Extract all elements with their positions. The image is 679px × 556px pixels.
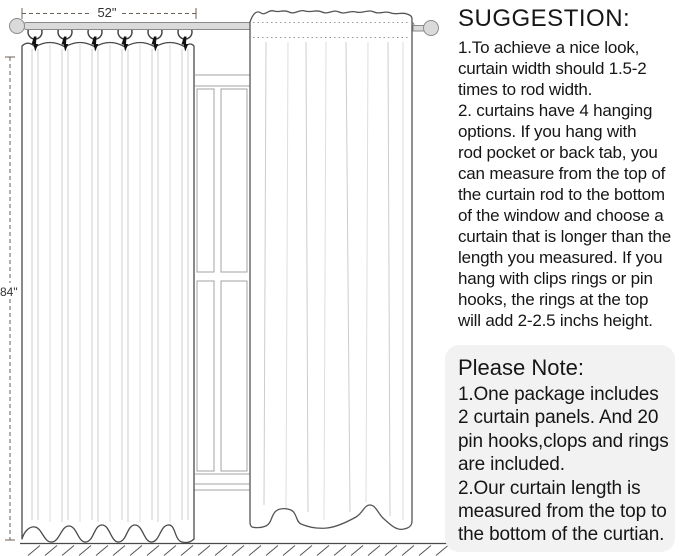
suggestion-title: SUGGESTION: [458, 5, 631, 32]
text-line: will add 2-2.5 inchs height. [458, 311, 653, 330]
rod-finial-left [10, 19, 25, 34]
text-line: 1.One package includes [458, 384, 659, 405]
text-line: 2. curtains have 4 hanging [458, 101, 653, 120]
text-line: of the window and choose a [458, 206, 664, 225]
window-frame [193, 75, 252, 490]
suggestion-section [458, 4, 678, 331]
text-line: curtain that is longer than the [458, 227, 672, 246]
text-line: 2.Our curtain length is [458, 477, 641, 499]
text-line: measured from the top to [458, 501, 667, 523]
please-note-text [458, 383, 672, 547]
right-curtain-panel [250, 11, 412, 530]
text-line: the bottom of the curtian. [458, 524, 665, 546]
please-note-title: Please Note: [458, 355, 584, 380]
text-line: options. If you hang with [458, 122, 637, 141]
rod-finial-right [424, 21, 439, 36]
height-dimension-label: 84" [0, 285, 18, 299]
left-curtain-panel [22, 43, 194, 543]
floor-hatching [28, 546, 448, 556]
text-line: curtain width should 1.5-2 [458, 59, 647, 78]
width-dimension-label: 52" [97, 5, 117, 20]
text-line: times to rod width. [458, 80, 593, 99]
text-line: pin hooks,clops and rings [458, 430, 669, 452]
text-line: are included. [458, 454, 565, 476]
text-line: hang with clips rings or pin [458, 269, 653, 288]
text-line: 1.To achieve a nice look, [458, 38, 640, 57]
suggestion-text [458, 37, 678, 331]
text-line: length you measured. If you [458, 248, 663, 267]
please-note-box [445, 345, 675, 552]
text-line: hooks, the rings at the top [458, 290, 649, 309]
text-line: rod pocket or back tab, you [458, 143, 658, 162]
text-line: the curtain rod to the bottom [458, 185, 665, 204]
text-line: 2 curtain panels. And 20 [458, 407, 659, 429]
text-line: can measure from the top of [458, 164, 666, 183]
